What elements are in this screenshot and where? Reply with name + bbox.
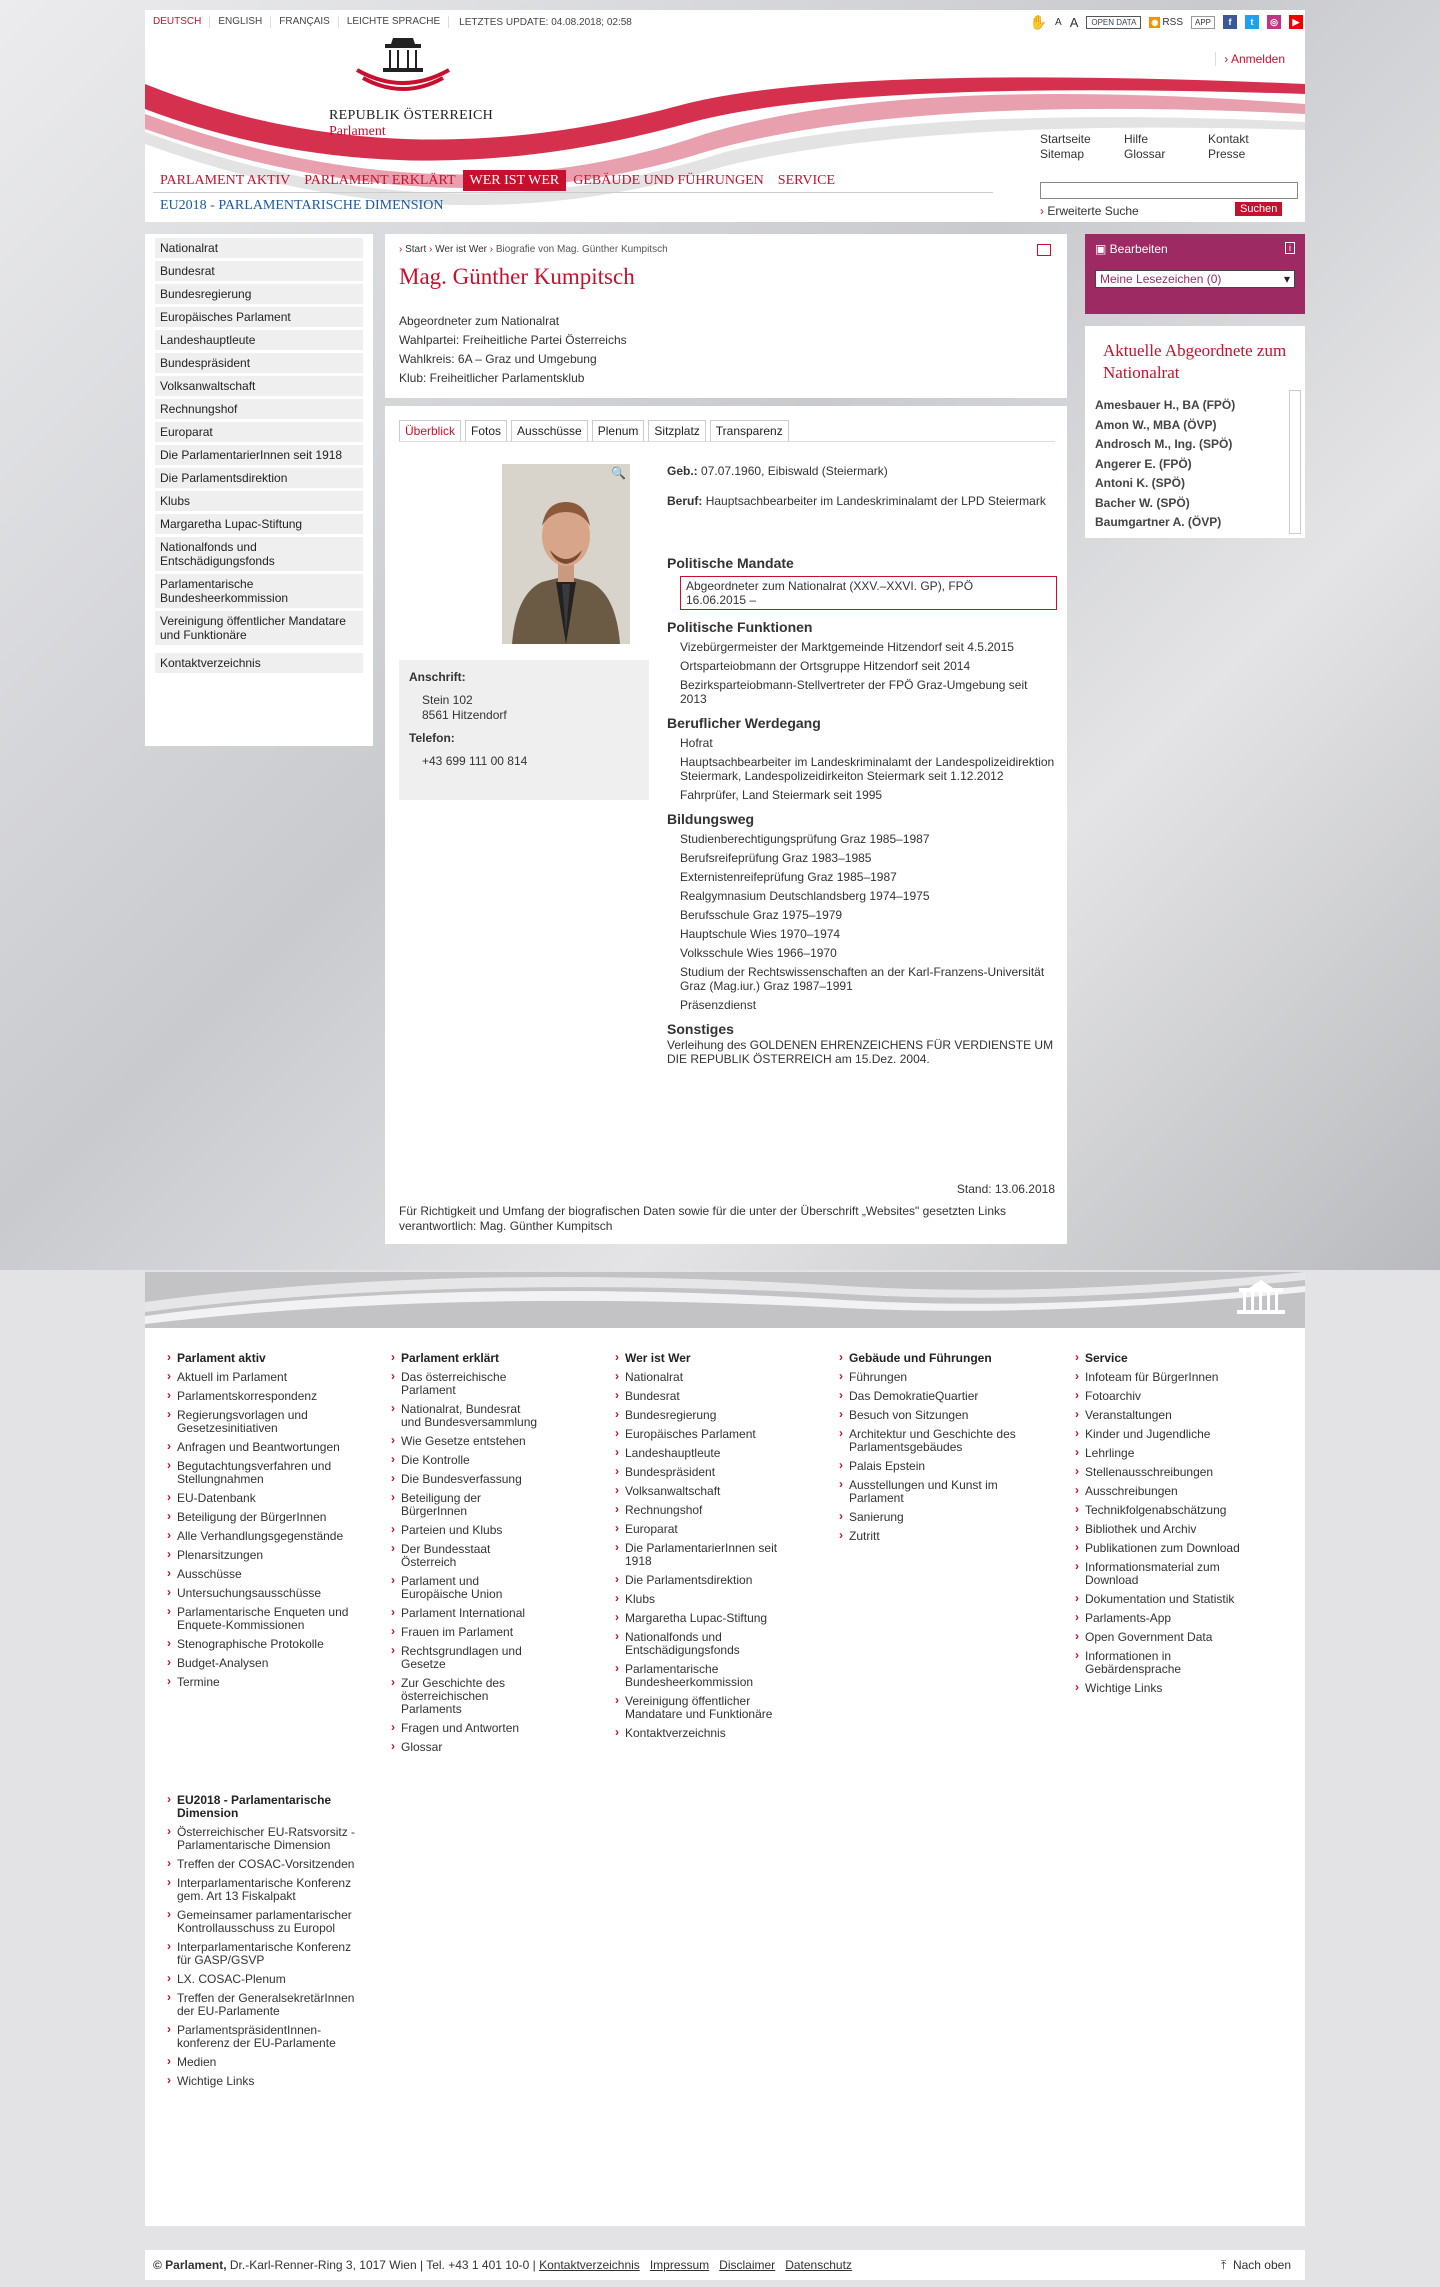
page-title: Mag. Günther Kumpitsch: [399, 264, 635, 289]
mandat-line: 16.06.2015 –: [686, 593, 757, 607]
meta-line: Wahlpartei: Freiheitliche Partei Österreichs: [399, 333, 627, 347]
footer-banner: [145, 1272, 1305, 1328]
footer-link[interactable]: › Frauen im Parlament: [389, 1626, 539, 1639]
footer-link[interactable]: › Palais Epstein: [837, 1460, 1017, 1473]
footer-link[interactable]: › Der Bundesstaat Österreich: [389, 1543, 539, 1569]
bildung-item: Realgymnasium Deutschlandsberg 1974–1975: [680, 889, 930, 903]
funktionen-title: Politische Funktionen: [667, 619, 813, 635]
footer-link[interactable]: › Zur Geschichte des österreichischen Parlaments: [389, 1677, 539, 1716]
sign-language-icon[interactable]: ✋: [1029, 13, 1048, 30]
nav-parlament-aktiv[interactable]: PARLAMENT AKTIV: [160, 173, 291, 188]
profile-header: [385, 234, 1067, 398]
bildung-item: Studienberechtigungsprüfung Graz 1985–1987: [680, 832, 930, 846]
facebook-icon[interactable]: f: [1223, 15, 1237, 29]
quick-links-3: [1208, 132, 1249, 162]
profile-details: [667, 464, 1057, 1066]
font-small-button[interactable]: A: [1055, 16, 1062, 28]
breadcrumb-start[interactable]: Start: [405, 244, 427, 255]
breadcrumb: › Start › Wer ist Wer › Biografie von Mag. Günther Kumpitsch: [399, 244, 668, 255]
bildung-item: Studium der Rechtswissenschaften an der Karl-Franzens-Universität Graz (Mag.iur.) Graz 1987–1991: [680, 965, 1045, 993]
hilfe-link[interactable]: Hilfe: [1124, 132, 1149, 146]
footer-link[interactable]: › Volksanwaltschaft: [613, 1485, 793, 1498]
footer-link[interactable]: › Publikationen zum Download: [1073, 1542, 1243, 1555]
footer-link[interactable]: › Termine: [165, 1676, 365, 1689]
footer-link[interactable]: › Die Kontrolle: [389, 1454, 539, 1467]
abgeordnete-item[interactable]: Baumgartner A. (ÖVP): [1095, 515, 1222, 529]
footer-col-title[interactable]: › Parlament aktiv: [165, 1352, 365, 1365]
footer-link[interactable]: › Parlamentarische Bundesheerkommission: [613, 1663, 793, 1689]
footer-link[interactable]: › Plenarsitzungen: [165, 1549, 365, 1562]
nav-service[interactable]: SERVICE: [777, 173, 836, 188]
footer-link[interactable]: › Informationsmaterial zum Download: [1073, 1561, 1243, 1587]
footer-link[interactable]: › Bundespräsident: [613, 1466, 793, 1479]
nav-eu2018[interactable]: EU2018 - PARLAMENTARISCHE DIMENSION: [160, 198, 444, 213]
footer-col-title[interactable]: › Service: [1073, 1352, 1243, 1365]
footer-link[interactable]: › Wichtige Links: [165, 2075, 365, 2088]
page: [145, 0, 1305, 2287]
bildung-item: Externistenreifeprüfung Graz 1985–1987: [680, 870, 897, 884]
footer-links: [145, 1328, 1305, 2226]
tab-transparenz[interactable]: Transparenz: [710, 420, 789, 441]
footer-link[interactable]: › Wie Gesetze entstehen: [389, 1435, 539, 1448]
tab-ueberblick[interactable]: Überblick: [399, 420, 461, 441]
footer-link[interactable]: › Europarat: [613, 1523, 793, 1536]
meta-line: Wahlkreis: 6A – Graz und Umgebung: [399, 352, 597, 366]
footer-link[interactable]: › Bundesregierung: [613, 1409, 793, 1422]
footer-link[interactable]: › Nationalrat, Bundesrat und Bundesversammlung: [389, 1403, 539, 1429]
bildung-item: Hauptschule Wies 1970–1974: [680, 927, 841, 941]
footer-link[interactable]: › Parlamentskorrespondenz: [165, 1390, 365, 1403]
footer-link[interactable]: › Rechnungshof: [613, 1504, 793, 1517]
footer-link[interactable]: › Stellenausschreibungen: [1073, 1466, 1243, 1479]
datenschutz-link[interactable]: Datenschutz: [785, 2258, 852, 2272]
anmelden-link[interactable]: [1215, 52, 1285, 66]
chevron-right-icon: ›: [1224, 52, 1231, 66]
footer-link[interactable]: › Infoteam für BürgerInnen: [1073, 1371, 1243, 1384]
profile-content: [385, 406, 1067, 1244]
lesezeichen-value: Meine Lesezeichen (0): [1100, 272, 1222, 286]
footer-link[interactable]: › Parteien und Klubs: [389, 1524, 539, 1537]
footer-link[interactable]: › Vereinigung öffentlicher Mandatare und Funktionäre: [613, 1695, 793, 1721]
footer-col-eu2018: [165, 1794, 365, 2094]
footer-link[interactable]: › Begutachtungsverfahren und Stellungnahmen: [165, 1460, 365, 1486]
arrow-up-icon: ⤒: [1220, 2258, 1230, 2272]
footer-link[interactable]: › Aktuell im Parlament: [165, 1371, 365, 1384]
footer-link[interactable]: › Das österreichische Parlament: [389, 1371, 539, 1397]
leftnav-item[interactable]: Landeshauptleute: [155, 330, 363, 350]
kontakt-link[interactable]: Kontakt: [1208, 132, 1249, 146]
footer-link[interactable]: › Untersuchungsausschüsse: [165, 1587, 365, 1600]
footer-link[interactable]: › Technikfolgenabschätzung: [1073, 1504, 1243, 1517]
tab-plenum[interactable]: Plenum: [592, 420, 645, 441]
footer-link[interactable]: › Informationen in Gebärdensprache: [1073, 1650, 1243, 1676]
disclaimer-text: Für Richtigkeit und Umfang der biografischen Daten sowie für die unter der Überschrift „Websites" gesetzten Links verantwortlich: Mag. Günther Kumpitsch: [399, 1204, 1006, 1233]
footer-col-parlament-aktiv: [165, 1352, 365, 1695]
mandat-box: [680, 576, 1057, 610]
footer-link[interactable]: › Bundesrat: [613, 1390, 793, 1403]
funktion-item: Ortsparteiobmann der Ortsgruppe Hitzendorf seit 2014: [680, 659, 971, 673]
leftnav-item[interactable]: Margaretha Lupac-Stiftung: [155, 514, 363, 534]
footer-link[interactable]: › Architektur und Geschichte des Parlamentsgebäudes: [837, 1428, 1017, 1454]
header: [145, 34, 1305, 222]
instagram-icon[interactable]: ◎: [1267, 15, 1281, 29]
aktuelle-abgeordnete-box: [1085, 326, 1305, 538]
topbar: [145, 10, 1305, 34]
anschrift-line: Stein 102: [422, 693, 473, 707]
telefon-label: Telefon:: [409, 731, 455, 745]
footer-link[interactable]: › Parlamentarische Enqueten und Enquete-Kommissionen: [165, 1606, 365, 1632]
nav-gebaeude[interactable]: GEBÄUDE UND FÜHRUNGEN: [573, 173, 764, 188]
meta-line: Abgeordneter zum Nationalrat: [399, 314, 560, 328]
footer-link[interactable]: › Zutritt: [837, 1530, 1017, 1543]
tab-fotos[interactable]: Fotos: [465, 420, 507, 441]
chevron-right-icon: ›: [1040, 204, 1048, 218]
footer-link[interactable]: › Open Government Data: [1073, 1631, 1243, 1644]
lang-leichte-sprache[interactable]: LEICHTE SPRACHE: [339, 16, 449, 28]
footer-col-title[interactable]: › Parlament erklärt: [389, 1352, 539, 1365]
footer-col-parlament-erklaert: [389, 1352, 539, 1760]
quick-links-1: [1040, 132, 1091, 162]
nav-wer-ist-wer[interactable]: WER IST WER: [463, 170, 567, 191]
footer-link[interactable]: › Gemeinsamer parlamentarischer Kontrollausschuss zu Europol: [165, 1909, 365, 1935]
leftnav-item[interactable]: Die Parlamentsdirektion: [155, 468, 363, 488]
leftnav-item[interactable]: Die ParlamentarierInnen seit 1918: [155, 445, 363, 465]
footer-link[interactable]: › Sanierung: [837, 1511, 1017, 1524]
address: Dr.-Karl-Renner-Ring 3, 1017 Wien | Tel. +43 1 401 10-0 |: [229, 2258, 536, 2272]
topbar-tools: [1030, 10, 1305, 34]
breadcrumb-wer-ist-wer[interactable]: Wer ist Wer: [435, 244, 487, 255]
footer-link[interactable]: › Lehrlinge: [1073, 1447, 1243, 1460]
anschrift-label: Anschrift:: [409, 670, 466, 684]
nach-oben-link[interactable]: [1221, 2258, 1291, 2273]
footer-link[interactable]: › Ausschreibungen: [1073, 1485, 1243, 1498]
lang-francais[interactable]: FRANÇAIS: [271, 16, 339, 28]
main-nav: [153, 170, 842, 191]
footer-link[interactable]: › Klubs: [613, 1593, 793, 1606]
footer-link[interactable]: › Alle Verhandlungsgegenstände: [165, 1530, 365, 1543]
copyright: © Parlament,: [153, 2258, 227, 2272]
twitter-icon[interactable]: t: [1245, 15, 1259, 29]
sitemap-link[interactable]: Sitemap: [1040, 147, 1085, 161]
footer-link[interactable]: › Die Parlamentsdirektion: [613, 1574, 793, 1587]
footer-bottom: [145, 2250, 1305, 2280]
geb-label: Geb.:: [667, 464, 698, 478]
footer-link[interactable]: › Ausschüsse: [165, 1568, 365, 1581]
mandat-line: Abgeordneter zum Nationalrat (XXV.–XXVI. GP), FPÖ: [686, 579, 974, 593]
footer-col-gebaeude: [837, 1352, 1017, 1549]
werdegang-item: Hofrat: [680, 736, 713, 750]
footer-link[interactable]: › Beteiligung der BürgerInnen: [389, 1492, 539, 1518]
portrait-image: [502, 464, 630, 644]
disclaimer-link[interactable]: Disclaimer: [719, 2258, 776, 2272]
abgeordnete-item[interactable]: Bacher W. (SPÖ): [1095, 495, 1190, 510]
nav-parlament-erklaert[interactable]: PARLAMENT ERKLÄRT: [304, 173, 456, 188]
footer-col-title[interactable]: › Wer ist Wer: [613, 1352, 793, 1365]
youtube-icon[interactable]: ▶: [1289, 15, 1303, 29]
footer-link[interactable]: › Kinder und Jugendliche: [1073, 1428, 1243, 1441]
footer-link[interactable]: › Beteiligung der BürgerInnen: [165, 1511, 365, 1524]
abgeordnete-item[interactable]: Antoni K. (SPÖ): [1095, 476, 1185, 490]
footer-link[interactable]: › Das DemokratieQuartier: [837, 1390, 1017, 1403]
footer-link[interactable]: › Parlament International: [389, 1607, 539, 1620]
beruf-label: Beruf:: [667, 494, 703, 508]
footer-col-title[interactable]: › EU2018 - Parlamentarische Dimension: [165, 1794, 365, 1820]
footer-link[interactable]: › ParlamentspräsidentInnen-konferenz der EU-Parlamente: [165, 2024, 365, 2050]
bearbeiten-box: [1085, 234, 1305, 314]
left-nav: [145, 234, 373, 746]
profile-photo[interactable]: [502, 464, 630, 644]
footer-link[interactable]: › Veranstaltungen: [1073, 1409, 1243, 1422]
footer-link[interactable]: › Ausstellungen und Kunst im Parlament: [837, 1479, 1017, 1505]
leftnav-item[interactable]: Bundesregierung: [155, 284, 363, 304]
logo-text[interactable]: [329, 108, 493, 140]
list-scrollbar[interactable]: [1289, 390, 1301, 534]
footer-link[interactable]: › Regierungsvorlagen und Gesetzesinitiativen: [165, 1409, 365, 1435]
abgeordnete-item[interactable]: Androsch M., Ing. (SPÖ): [1095, 437, 1233, 451]
footer-link[interactable]: › Kontaktverzeichnis: [613, 1727, 793, 1740]
leftnav-item[interactable]: Vereinigung öffentlicher Mandatare und Funktionäre: [155, 611, 363, 645]
breadcrumb-current: Biografie von Mag. Günther Kumpitsch: [495, 244, 668, 255]
print-icon[interactable]: [1037, 244, 1051, 256]
werdegang-item: Hauptsachbearbeiter im Landeskriminalamt der Landespolizeidirektion Steiermark, Landespolizeidirkeiton Steiermark seit 1.12.2012: [680, 755, 1055, 783]
abgeordnete-item[interactable]: Angerer E. (FPÖ): [1095, 456, 1192, 471]
footer-link[interactable]: › Fragen und Antworten: [389, 1722, 539, 1735]
footer-link[interactable]: › Rechtsgrundlagen und Gesetze: [389, 1645, 539, 1671]
abgeordnete-list: [1095, 396, 1285, 534]
impressum-link[interactable]: Impressum: [649, 2258, 710, 2272]
font-large-button[interactable]: A: [1069, 14, 1079, 30]
rss-link[interactable]: RSS: [1162, 16, 1183, 28]
footer-col-wer-ist-wer: [613, 1352, 793, 1746]
presse-link[interactable]: Presse: [1208, 147, 1246, 161]
footer-col-title[interactable]: › Gebäude und Führungen: [837, 1352, 1017, 1365]
info-icon[interactable]: i: [1285, 242, 1295, 254]
footer-link[interactable]: › Die ParlamentarierInnen seit 1918: [613, 1542, 793, 1568]
leftnav-item[interactable]: Europarat: [155, 422, 363, 442]
erweiterte-suche-link[interactable]: [1040, 204, 1139, 218]
aktuelle-abgeordnete-title: Aktuelle Abgeordnete zum Nationalrat: [1103, 341, 1287, 382]
bildung-item: Berufsschule Graz 1975–1979: [680, 908, 843, 922]
footer-link[interactable]: › Budget-Analysen: [165, 1657, 365, 1670]
footer-link[interactable]: › Treffen der COSAC-Vorsitzenden: [165, 1858, 365, 1871]
lang-english[interactable]: ENGLISH: [210, 16, 271, 28]
abgeordnete-item[interactable]: Amesbauer H., BA (FPÖ): [1095, 398, 1236, 412]
leftnav-item[interactable]: Klubs: [155, 491, 363, 511]
anschrift-line: 8561 Hitzendorf: [422, 708, 507, 722]
leftnav-item[interactable]: Europäisches Parlament: [155, 307, 363, 327]
footer-link[interactable]: › Interparlamentarische Konferenz für GASP/GSVP: [165, 1941, 365, 1967]
logo-line2: Parlament: [329, 124, 386, 139]
footer-link[interactable]: › LX. COSAC-Plenum: [165, 1973, 365, 1986]
footer-col-service: [1073, 1352, 1243, 1701]
meta-line: Klub: Freiheitlicher Parlamentsklub: [399, 371, 585, 385]
leftnav-item[interactable]: Bundespräsident: [155, 353, 363, 373]
abgeordnete-item[interactable]: Amon W., MBA (ÖVP): [1095, 417, 1217, 432]
footer-link[interactable]: › EU-Datenbank: [165, 1492, 365, 1505]
stand-date: Stand: 13.06.2018: [956, 1182, 1055, 1196]
profile-tabs: [399, 420, 1055, 442]
quick-links-2: [1124, 132, 1165, 162]
footer-link[interactable]: › Medien: [165, 2056, 365, 2069]
parliament-logo-icon: [383, 38, 423, 72]
zoom-icon[interactable]: 🔍: [611, 466, 626, 480]
leftnav-item[interactable]: Nationalrat: [155, 238, 363, 258]
footer-link[interactable]: › Interparlamentarische Konferenz gem. Art 13 Fiskalpakt: [165, 1877, 365, 1903]
footer-link[interactable]: › Stenographische Protokolle: [165, 1638, 365, 1651]
bearbeiten-label: Bearbeiten: [1109, 242, 1168, 256]
bildung-item: Präsenzdienst: [680, 998, 757, 1012]
footer-link[interactable]: › Bibliothek und Archiv: [1073, 1523, 1243, 1536]
logo-line1: REPUBLIK ÖSTERREICH: [329, 108, 493, 123]
profile-meta: [399, 312, 627, 388]
leftnav-item[interactable]: Rechnungshof: [155, 399, 363, 419]
startseite-link[interactable]: Startseite: [1040, 132, 1091, 146]
app-link[interactable]: APP: [1191, 16, 1215, 29]
footer-kontaktverzeichnis-link[interactable]: Kontaktverzeichnis: [539, 2258, 640, 2272]
funktion-item: Vizebürgermeister der Marktgemeinde Hitzendorf seit 4.5.2015: [680, 640, 1014, 654]
leftnav-item[interactable]: Kontaktverzeichnis: [155, 653, 363, 673]
lang-deutsch[interactable]: DEUTSCH: [145, 16, 210, 28]
footer-link[interactable]: › Europäisches Parlament: [613, 1428, 793, 1441]
nav-divider: [153, 192, 993, 193]
footer-link[interactable]: › Glossar: [389, 1741, 539, 1754]
nach-oben-label: Nach oben: [1232, 2258, 1291, 2272]
leftnav-item[interactable]: Volksanwaltschaft: [155, 376, 363, 396]
werdegang-item: Fahrprüfer, Land Steiermark seit 1995: [680, 788, 883, 802]
rss-icon[interactable]: ◉: [1149, 17, 1160, 28]
anmelden-label: Anmelden: [1230, 52, 1285, 66]
footer-link[interactable]: › Parlament und Europäische Union: [389, 1575, 539, 1601]
contact-box: [399, 660, 649, 800]
beruf-row: [667, 494, 1057, 508]
erweiterte-suche-label: Erweiterte Suche: [1047, 204, 1139, 218]
geb-row: [667, 464, 1057, 478]
lesezeichen-select[interactable]: [1095, 270, 1295, 288]
last-update: LETZTES UPDATE: 04.08.2018; 02:58: [459, 16, 632, 28]
werdegang-title: Beruflicher Werdegang: [667, 715, 821, 731]
tab-sitzplatz[interactable]: Sitzplatz: [648, 420, 705, 441]
geb-value: 07.07.1960, Eibiswald (Steiermark): [701, 464, 888, 478]
sonstiges-text: Verleihung des GOLDENEN EHRENZEICHENS FÜR VERDIENSTE UM DIE REPUBLIK ÖSTERREICH am 15.Dez. 2004.: [667, 1038, 1054, 1066]
footer-link[interactable]: › Margaretha Lupac-Stiftung: [613, 1612, 793, 1625]
footer-link[interactable]: › Treffen der GeneralsekretärInnen der EU-Parlamente: [165, 1992, 365, 2018]
glossar-link[interactable]: Glossar: [1124, 147, 1166, 161]
leftnav-item[interactable]: Nationalfonds und Entschädigungsfonds: [155, 537, 363, 571]
open-data-link[interactable]: OPEN DATA: [1086, 16, 1141, 29]
bookmark-icon: ▣: [1095, 242, 1110, 256]
bildung-item: Berufsreifeprüfung Graz 1983–1985: [680, 851, 872, 865]
search-input[interactable]: [1040, 182, 1298, 199]
footer-link[interactable]: › Führungen: [837, 1371, 1017, 1384]
telefon-value: +43 699 111 00 814: [422, 754, 528, 768]
funktion-item: Bezirksparteiobmann-Stellvertreter der FPÖ Graz-Umgebung seit 2013: [680, 678, 1028, 706]
leftnav-item[interactable]: Bundesrat: [155, 261, 363, 281]
search-button[interactable]: Suchen: [1235, 202, 1282, 216]
leftnav-item[interactable]: Parlamentarische Bundesheerkommission: [155, 574, 363, 608]
chevron-down-icon: ▾: [1283, 272, 1290, 286]
bildung-item: Volksschule Wies 1966–1970: [680, 946, 837, 960]
footer-link[interactable]: › Parlaments-App: [1073, 1612, 1243, 1625]
bildung-title: Bildungsweg: [667, 811, 755, 827]
footer-link[interactable]: › Wichtige Links: [1073, 1682, 1243, 1695]
bearbeiten-header[interactable]: [1095, 242, 1295, 256]
footer-swoosh: [145, 1272, 1305, 1328]
footer-link[interactable]: › Fotoarchiv: [1073, 1390, 1243, 1403]
footer-link[interactable]: › Dokumentation und Statistik: [1073, 1593, 1243, 1606]
tab-ausschuesse[interactable]: Ausschüsse: [511, 420, 588, 441]
mandate-title: Politische Mandate: [667, 555, 794, 571]
footer-link[interactable]: › Nationalrat: [613, 1371, 793, 1384]
footer-link[interactable]: › Besuch von Sitzungen: [837, 1409, 1017, 1422]
beruf-value: Hauptsachbearbeiter im Landeskriminalamt der LPD Steiermark: [705, 494, 1046, 508]
footer-link[interactable]: › Österreichischer EU-Ratsvorsitz - Parlamentarische Dimension: [165, 1826, 365, 1852]
footer-link[interactable]: › Anfragen und Beantwortungen: [165, 1441, 365, 1454]
footer-link[interactable]: › Landeshauptleute: [613, 1447, 793, 1460]
footer-link[interactable]: › Die Bundesverfassung: [389, 1473, 539, 1486]
footer-link[interactable]: › Nationalfonds und Entschädigungsfonds: [613, 1631, 793, 1657]
sonstiges-title: Sonstiges: [667, 1021, 734, 1037]
